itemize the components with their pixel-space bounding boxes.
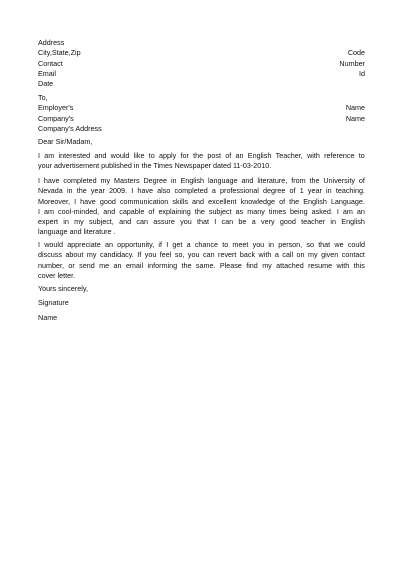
name-label: Name: [38, 313, 58, 322]
text-line: I am interested and would like to apply for the post of an English Teacher, with reference to: [38, 151, 365, 160]
paragraph-1: [38, 151, 365, 172]
sender-address-block: [38, 38, 365, 89]
recipient-line: Company's Address: [38, 123, 102, 133]
recipient-line: To,: [38, 93, 48, 102]
sender-line: Contact Number: [38, 58, 365, 68]
recipient-line: Company's Name: [38, 113, 365, 123]
recipient-address-block: [38, 93, 365, 134]
text-line: discuss about my candidacy. If you feel so, you can revert back with a call on my given contact: [38, 250, 365, 260]
signature-label: Signature: [38, 298, 69, 307]
text-line: cover letter.: [38, 270, 76, 280]
sender-line: City,State,Zip Code: [38, 48, 365, 58]
sender-line: Address: [38, 38, 65, 47]
paragraph-3: [38, 240, 365, 281]
text-line: Nevada in the year 2009. I have also completed a professional degree of 1 year in teaching.: [38, 186, 365, 196]
text-line: your advertisement published in the Times Newspaper dated 11-03-2010.: [38, 161, 272, 171]
text-line: expert in my subject, and can assure you that I can be a very good teacher in English: [38, 217, 365, 227]
text-line: number, or send me an email informing the same. Please find my attached resume with this: [38, 260, 365, 270]
text-line: I would appreciate an opportunity, if I get a chance to meet you in person, so that we could: [38, 240, 365, 249]
closing: Yours sincerely,: [38, 284, 88, 293]
salutation: Dear Sir/Madam,: [38, 137, 93, 146]
text-line: I have completed my Masters Degree in English language and literature, from the University of: [38, 176, 365, 185]
text-line: Moreover, I have good communication skills and excellent knowledge of the English Language.: [38, 196, 365, 206]
sender-line: Email Id: [38, 68, 365, 78]
sender-line: Date: [38, 79, 54, 89]
text-line: language and literature .: [38, 227, 116, 237]
paragraph-2: [38, 176, 365, 238]
text-line: I am cool-minded, and capable of explaining the subject as many times being asked. I am an: [38, 206, 365, 216]
recipient-line: Employer's Name: [38, 103, 365, 113]
